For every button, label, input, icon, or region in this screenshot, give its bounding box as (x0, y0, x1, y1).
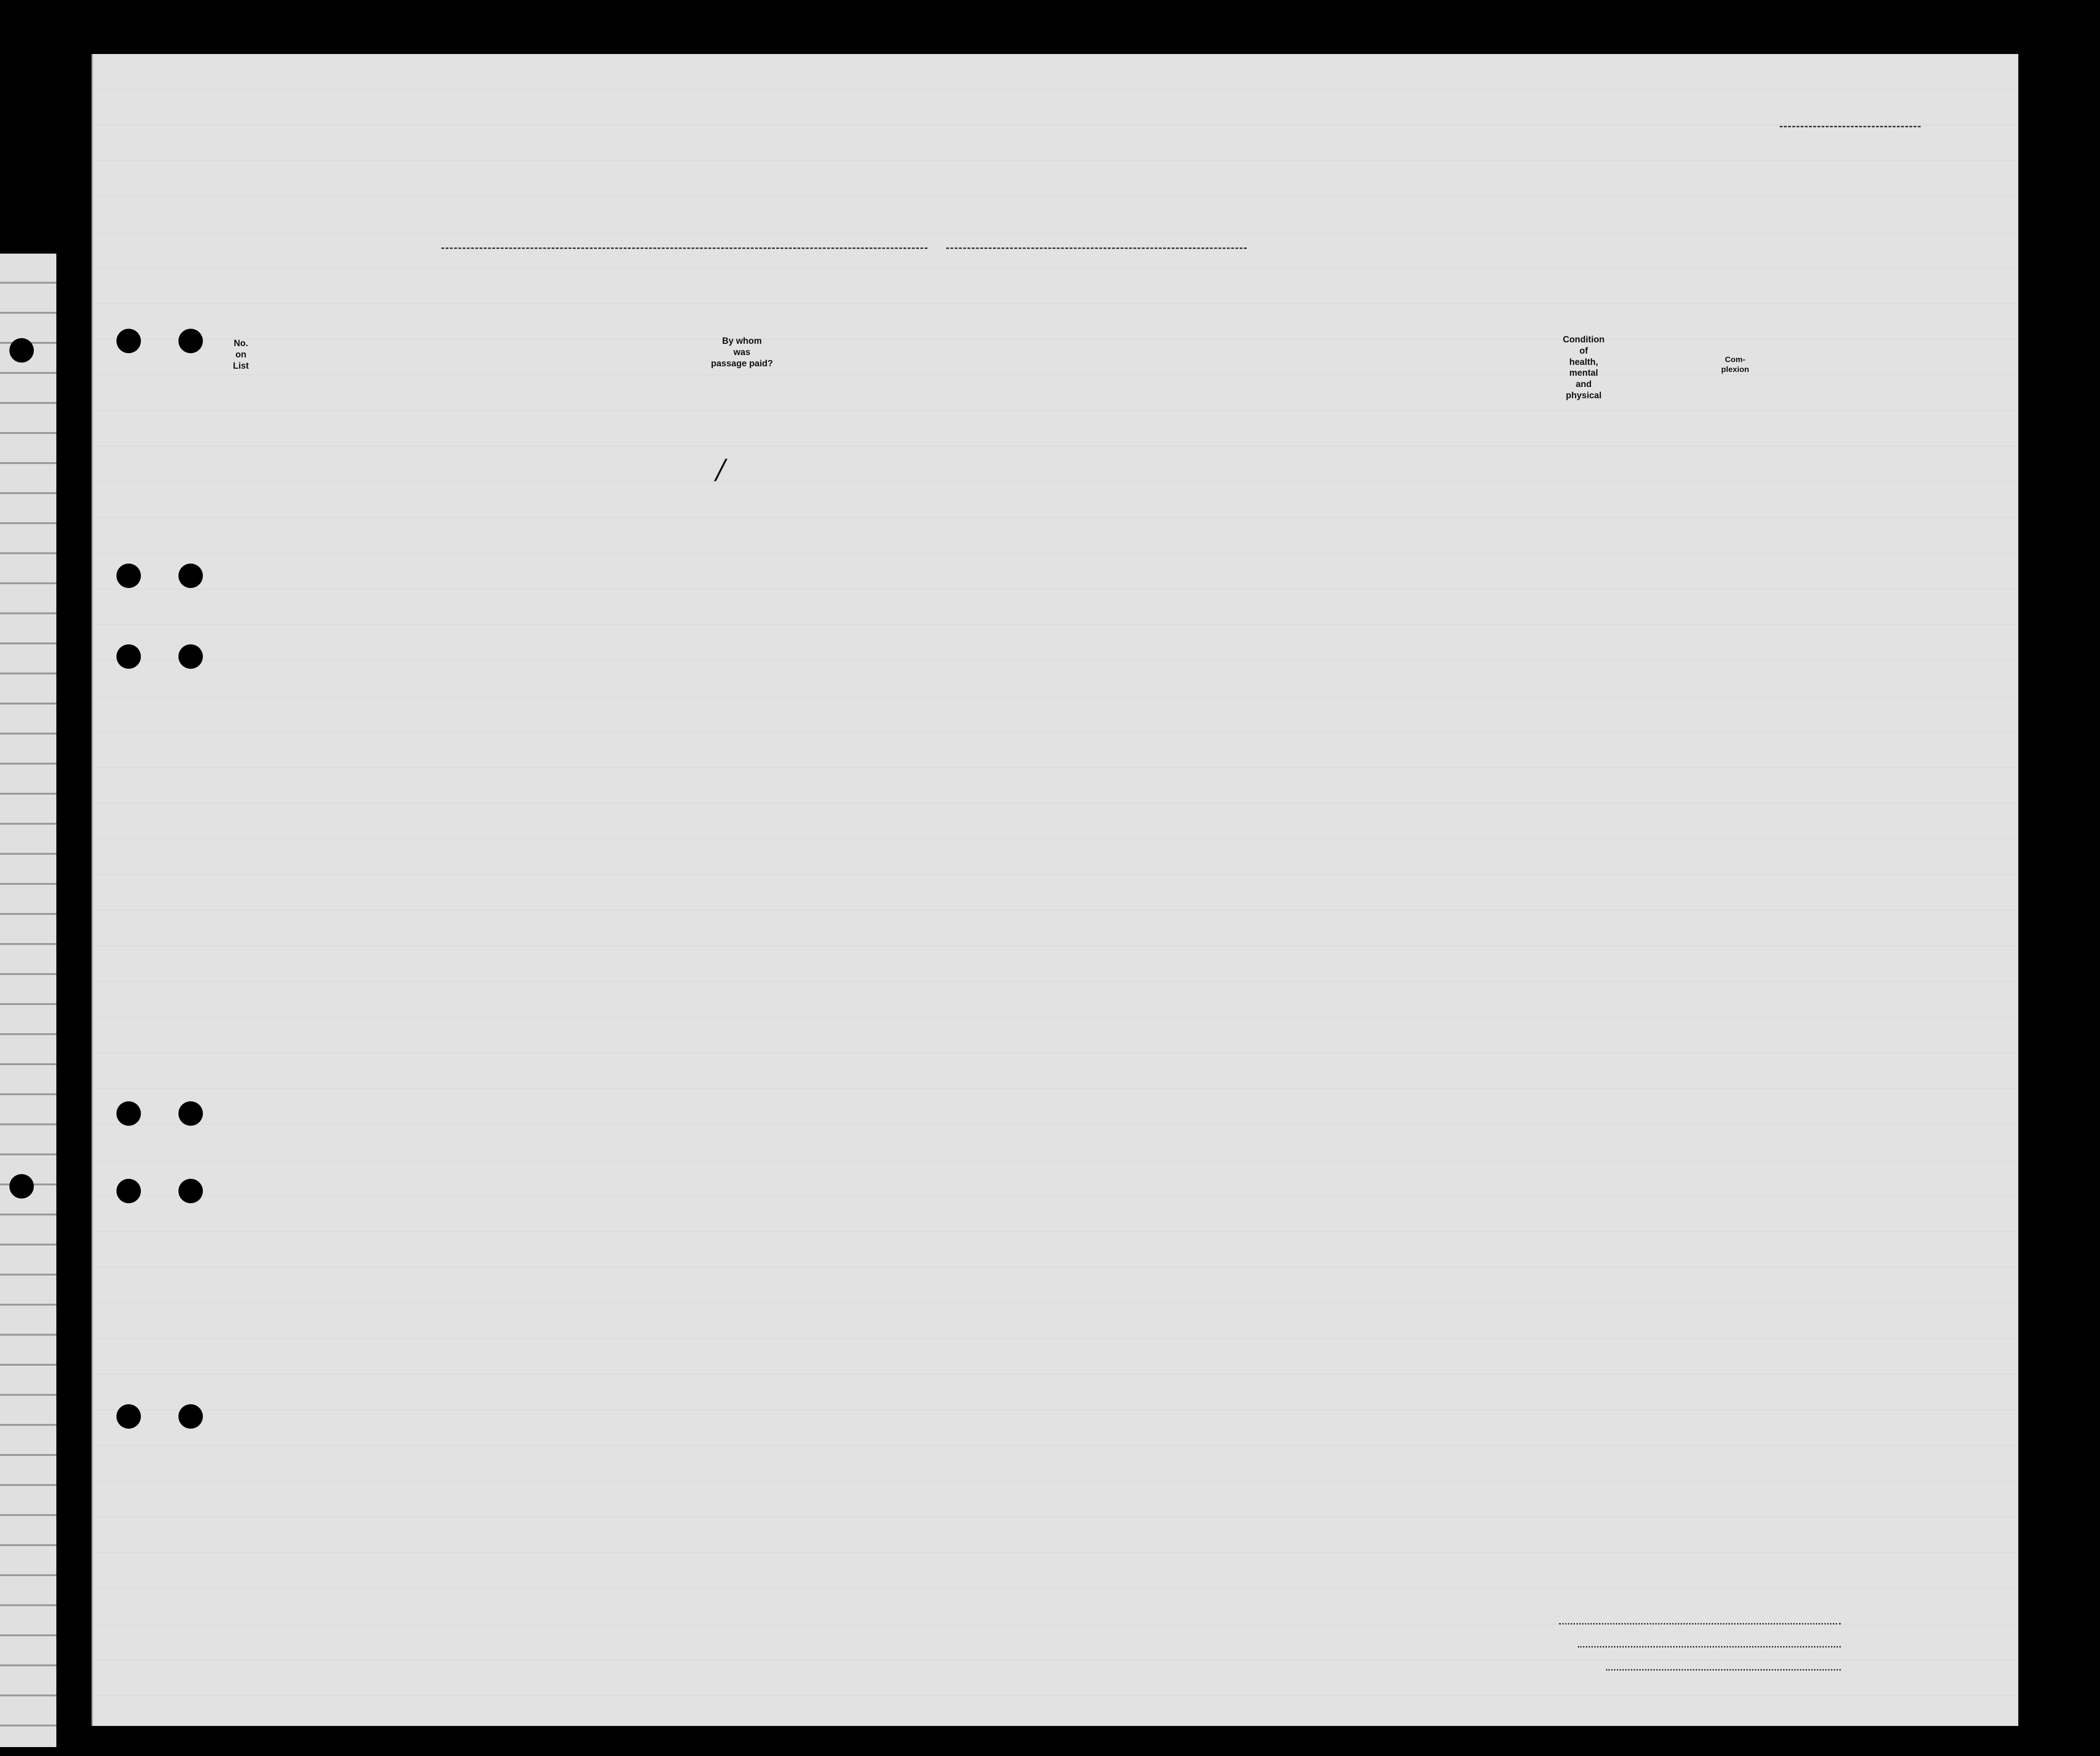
col26-header (1380, 319, 1394, 432)
col21-header (792, 305, 811, 437)
purpose-sub1 (1226, 338, 1254, 432)
paid-by-tick: / (716, 453, 726, 485)
col25-header (1333, 319, 1361, 432)
inches-header (1697, 399, 1711, 432)
col16-header: No. on List (233, 339, 249, 371)
purpose-sub2 (1270, 338, 1298, 432)
col30-header (1514, 319, 1533, 432)
owners-fill (1578, 1645, 1841, 1648)
purpose-sub3 (1305, 338, 1326, 432)
col27-header (1405, 319, 1420, 432)
line-fill (1559, 1622, 1841, 1624)
col29-header (1484, 319, 1503, 432)
agents-fill (1606, 1668, 1841, 1671)
col35-header: Com- plexion (1721, 355, 1749, 374)
col20-header: By whom was passage paid? (711, 336, 773, 369)
feet-header (1675, 404, 1690, 432)
col28-header (1428, 319, 1479, 432)
col19-header (669, 305, 688, 437)
col32-header: Condition of health, mental and physical (1563, 335, 1605, 401)
